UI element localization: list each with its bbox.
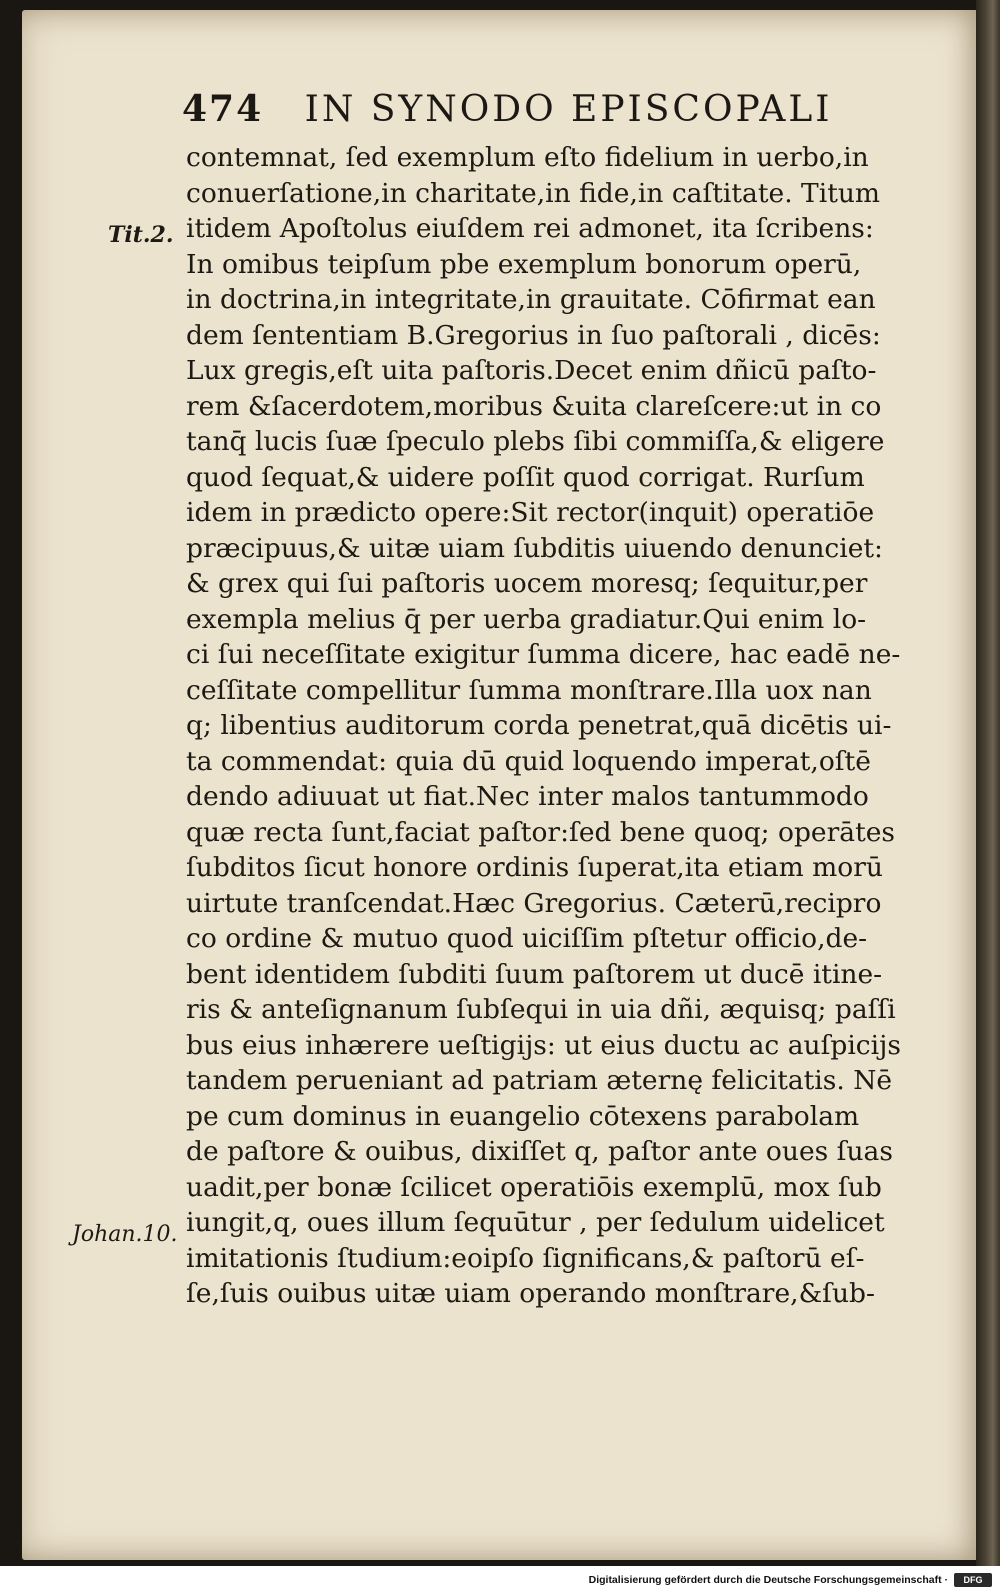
running-title: IN SYNODO EPISCOPALI (304, 89, 833, 130)
margin-note-johannes: Johan.10. (72, 1222, 178, 1247)
funding-credit: Digitalisierung gefördert durch die Deutsche Forschungsgemeinschaft · (588, 1574, 948, 1586)
text-line: de paſtore & ouibus, dixiſſet q, paſtor ante oues ſuas (186, 1136, 893, 1167)
text-line: quod ſequat,& uidere poſſit quod corrigat. Rurſum (186, 461, 865, 493)
page-header (182, 88, 962, 132)
text-line: Lux gregis,eſt uita paſtoris.Decet enim dñicū paſto- (186, 355, 877, 386)
text-line: ceſſitate compellitur ſumma monſtrare.Illa uox nan (186, 674, 872, 706)
text-line: exempla melius q̄ per uerba gradiatur.Qui enim lo- (186, 603, 867, 635)
text-line: ta commendat: quia dū quid loquendo imperat,oſtē (186, 745, 871, 777)
text-line: contemnat, ſed exemplum eſto fidelium in uerbo,in (186, 142, 869, 173)
text-line: & grex qui ſui paſtoris uocem moresq; ſequitur,per (186, 568, 868, 599)
text-line: co ordine & mutuo quod uiciſſim pſtetur officio,de- (186, 923, 868, 954)
text-line: uirtute tranſcendat.Hæc Gregorius. Cæterū,recipro (186, 887, 882, 919)
text-line: dendo adiuuat ut fiat.Nec inter malos tantummodo (186, 781, 869, 812)
text-line: imitationis ſtudium:eoipſo ſignificans,& paſtorū eſ- (186, 1242, 865, 1274)
text-line: præcipuus,& uitæ uiam ſubditis uiuendo denunciet: (186, 532, 883, 564)
text-line: In omibus teipſum pbe exemplum bonorum operū, (186, 248, 862, 280)
text-line: itidem Apoſtolus eiuſdem rei admonet, ita ſcribens: (186, 213, 874, 244)
page-number: 474 (182, 88, 264, 130)
body-text (186, 140, 926, 1312)
text-line: bent identidem ſubditi ſuum paſtorem ut ducē itine- (186, 958, 883, 990)
text-line: pe cum dominus in euangelio cōtexens parabolam (186, 1100, 860, 1132)
text-line: ſubditos ſicut honore ordinis ſuperat,ita etiam morū (186, 852, 883, 883)
text-line: uadit,per bonæ ſcilicet operatiōis exemplū, mox ſub (186, 1171, 882, 1203)
text-line: tanq̄ lucis ſuæ ſpeculo plebs ſibi commiſſa,& eligere (186, 426, 885, 457)
text-line: q; libentius auditorum corda penetrat,quā dicētis ui- (186, 710, 892, 741)
text-line: in doctrina,in integritate,in grauitate. Cōfirmat ean (186, 284, 876, 315)
text-line: idem in prædicto opere:Sit rector(inquit) operatiōe (186, 497, 875, 528)
text-line: bus eius inhærere ueſtigijs: ut eius ductu ac auſpicijs (186, 1029, 901, 1061)
text-line: ris & anteſignanum ſubſequi in uia dñi, æquisq; paſſi (186, 994, 896, 1025)
text-line: ci ſui neceſſitate exigitur ſumma dicere, hac eadē ne- (186, 639, 901, 670)
text-line: quæ recta ſunt,faciat paſtor:ſed bene quoq; operātes (186, 816, 896, 848)
text-line: iungit,q, oues illum ſequūtur , per ſedulum uidelicet (186, 1207, 885, 1238)
text-line: rem &ſacerdotem,moribus &uita clareſcere:ut in co (186, 390, 882, 422)
footer-bar (0, 1570, 1000, 1593)
text-line: ſe,ſuis ouibus uitæ uiam operando monſtrare,&ſub- (186, 1278, 875, 1309)
dfg-logo: DFG (954, 1573, 992, 1587)
text-line: dem ſententiam B.Gregorius in ſuo paſtorali , dicēs: (186, 319, 881, 351)
text-line: tandem perueniant ad patriam æternę felicitatis. Nē (186, 1065, 893, 1096)
book-edge (976, 0, 1000, 1566)
text-line: conuerſatione,in charitate,in fide,in caſtitate. Titum (186, 177, 881, 209)
margin-note-titus: Tit.2. (108, 222, 174, 248)
